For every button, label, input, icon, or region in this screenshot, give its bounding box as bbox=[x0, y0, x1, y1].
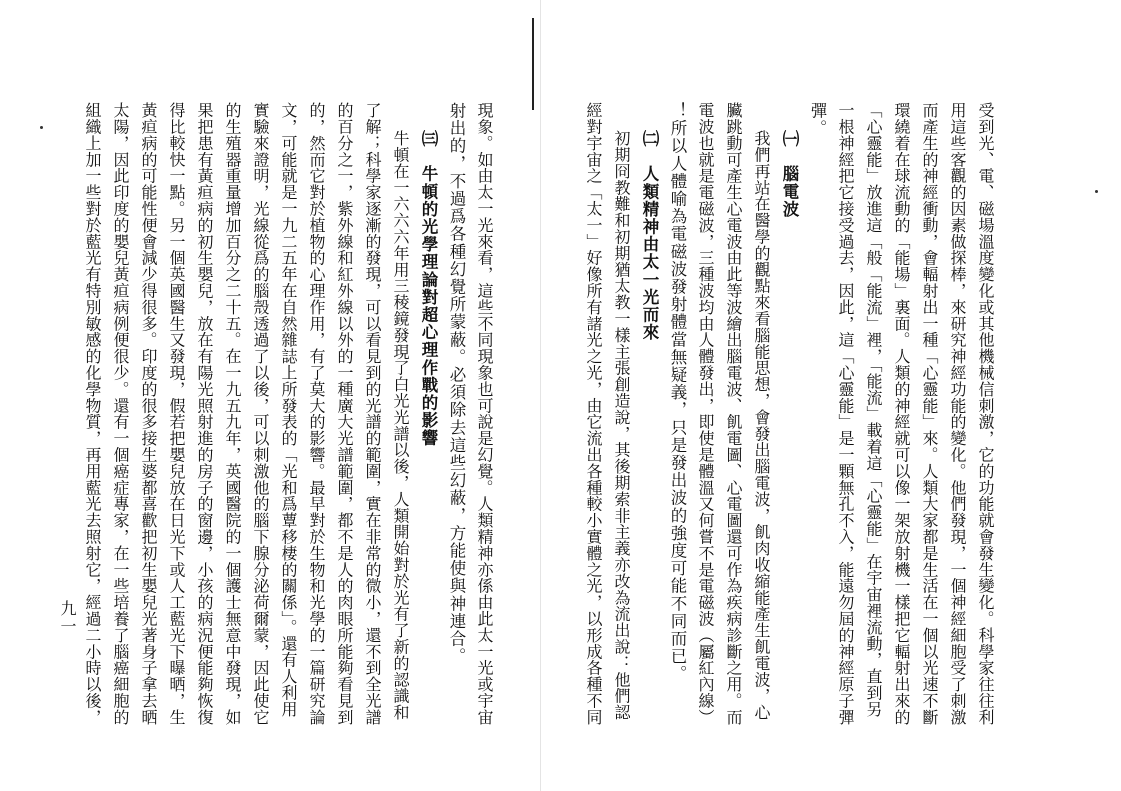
right-page bbox=[540, 0, 1121, 791]
text-column: 果把患有黃疸病的初生嬰兒，放在有陽光照射進的房子的窗邊，小孩的病況便能夠恢復 bbox=[195, 102, 214, 726]
text-column: 「心靈能」放進這「般「能流」裡，「能流」載着這「心靈能」在宇宙裡流動，直到另 bbox=[864, 102, 883, 718]
section-heading: ㈢ 牛頓的光學理論對超心理作戰的影響 bbox=[419, 130, 438, 447]
text-column: 射出的，不過爲各種幻覺所蒙蔽。必須除去這些幻蔽，方能使與神連合。 bbox=[447, 102, 466, 666]
section-heading: ㈠ 腦電波 bbox=[780, 130, 799, 218]
text-column: 電波也就是電磁波，三種波均由人體發出，即使是體溫又何嘗不是電磁波（屬紅內線） bbox=[696, 102, 715, 726]
text-column: 黃疸病的可能性便會減少得很多。印度的很多接生婆都喜歡把初生嬰兒光著身子拿去晒 bbox=[139, 102, 158, 726]
text-column: 經對宇宙之「太一」好像所有諸光之光，由它流出各種較小實體之光，以形成各種不同 bbox=[584, 102, 603, 726]
text-column: 臟跳動可產生心電波由此等波繪出腦電波、飢電圖、心電圖還可作為疾病診斷之用。而 bbox=[724, 102, 743, 726]
text-column: 得比較快一點。另一個英國醫生又發現，假若把嬰兒放在日光下或人工藍光下曝晒，生 bbox=[167, 102, 186, 726]
text-column: 環繞着在球流動的「能場」裏面。人類的神經就可以像一架放射機一樣把它輻射出來的 bbox=[892, 102, 911, 726]
text-column: 受到光、電、磁場溫度變化或其他機械信刺激，它的功能就會發生變化。科學家往往利 bbox=[976, 102, 995, 726]
text-column: 的百分之一，紫外線和紅外線以外的一種廣大光譜範圍，都不是人的肉眼所能夠看見到 bbox=[335, 102, 354, 726]
text-column: 的，然而它對於植物的心理作用，有了莫大的影響。最早對於生物和光學的一篇研究論 bbox=[307, 102, 326, 726]
text-column: 實驗來證明，光線從爲的腦殼透過了以後，可以刺激他的腦下腺分泌荷爾蒙，因此使它 bbox=[251, 102, 270, 726]
text-column: 的生殖器重量增加百分之二十五。在一九五九年，英國醫院的一個護士無意中發現，如 bbox=[223, 102, 242, 726]
text-column: 彈。 bbox=[808, 102, 827, 138]
text-column: 用這些客觀的因素做探棒，來研究神經功能的變化。他們發現，一個神經細胞受了刺激 bbox=[948, 102, 967, 726]
text-column: 初期冏教難和初期猶太教一樣主張創造說，其後期索非主義亦改為流出說：他們認 bbox=[612, 130, 631, 721]
text-column: 組織上加一些對於藍光有特別敏感的化學物質，再用藍光去照射它，經過二小時以後， bbox=[83, 102, 102, 726]
text-column: 現象。如由太一光來看，這些不同現象也可說是幻覺。人類精神亦係由此太一光或宇宙 bbox=[475, 102, 494, 726]
text-column: ！所以人體喻為電磁波發射體當無疑義，只是發出波的強度可能不同而已。 bbox=[668, 102, 687, 683]
text-column: 一根神經把它接受過去，因此，這「心靈能」是一顆無孔不入，能遠勿屆的神經原子彈 bbox=[836, 102, 855, 726]
text-column: 了解；科學家逐漸的發現，可以看見到的光譜的範圍，實在非常的微小，還不到全光譜 bbox=[363, 102, 382, 726]
section-heading: ㈡ 人類精神由太一光而來 bbox=[640, 130, 659, 342]
left-page bbox=[0, 0, 540, 791]
text-column: 文，可能就是一九二五年在自然雜誌上所發表的「光和爲蕈移棲的關係」。還有人利用 bbox=[279, 102, 298, 718]
text-column: 牛頓在一六六六年用三稜鏡發現了白光光譜以後，人類開始對於光有了新的認識和 bbox=[391, 130, 410, 721]
text-column: 我們再站在醫學的觀點來看腦能思想，會發出腦電波，飢肉收縮能產生飢電波，心 bbox=[752, 130, 771, 721]
page-number: 九一 bbox=[58, 600, 77, 636]
text-column: 而產生的神經衝動，會輻射出一種「心靈能」來。人類大家都是生活在一個以光速不斷 bbox=[920, 102, 939, 726]
text-column: 太陽，因此印度的嬰兒黃疸病例便很少。還有一個癌症專家，在一些培養了腦癌細胞的 bbox=[111, 102, 130, 726]
